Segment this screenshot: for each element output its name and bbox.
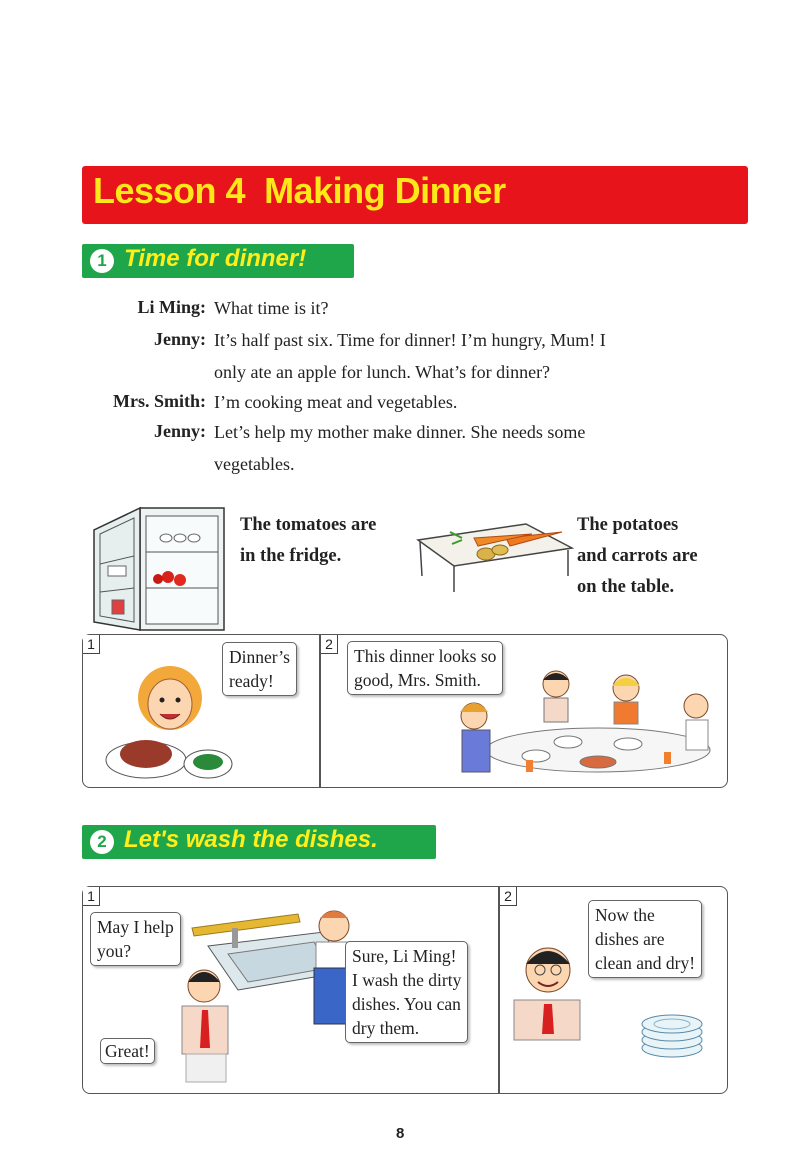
dialogue-line: I’m cooking meat and vegetables. xyxy=(214,392,458,412)
bubble-line: Now the xyxy=(595,905,655,925)
mother-serving-dinner-illustration xyxy=(104,656,234,784)
bubble-line: clean and dry! xyxy=(595,953,696,973)
bubble-line: I wash the dirty xyxy=(352,970,462,990)
section-2-title: Let's wash the dishes. xyxy=(124,826,378,853)
speaker-mrs-smith: Mrs. Smith: xyxy=(113,391,206,411)
caption-table-line: on the table. xyxy=(577,577,675,597)
dialogue-line: vegetables. xyxy=(214,454,295,474)
bubble-line: ready! xyxy=(229,671,274,691)
panel-number: 2 xyxy=(500,887,517,906)
speech-bubble xyxy=(588,900,702,978)
dialogue-line: Let’s help my mother make dinner. She needs some xyxy=(214,422,586,442)
page-number: 8 xyxy=(396,1125,405,1142)
bubble-line: Sure, Li Ming! xyxy=(352,946,457,966)
speech-bubble xyxy=(90,912,181,966)
panel-number: 2 xyxy=(321,635,338,654)
speaker-jenny: Jenny: xyxy=(153,329,206,349)
speech-bubble xyxy=(100,1038,155,1064)
speech-bubble xyxy=(347,641,503,695)
dialogue-line: It’s half past six. Time for dinner! I’m hungry, Mum! I xyxy=(214,330,606,350)
bubble-line: Great! xyxy=(105,1041,150,1061)
speaker-li-ming: Li Ming: xyxy=(137,297,206,317)
section-1-number: 1 xyxy=(90,249,114,273)
panel-divider xyxy=(498,887,500,1093)
section-2-number: 2 xyxy=(90,830,114,854)
caption-table-line: The potatoes xyxy=(577,515,679,535)
bubble-line: dry them. xyxy=(352,1018,420,1038)
speaker-jenny: Jenny: xyxy=(153,421,206,441)
bubble-line: dishes are xyxy=(595,929,665,949)
dialogue-line: What time is it? xyxy=(214,298,329,318)
speech-bubble xyxy=(345,941,468,1043)
speech-bubble xyxy=(222,642,297,696)
caption-fridge-line: The tomatoes are xyxy=(240,515,377,535)
caption-table-line: and carrots are xyxy=(577,546,698,566)
panel-number: 1 xyxy=(83,635,100,654)
bubble-line: dishes. You can xyxy=(352,994,461,1014)
dialogue-line: only ate an apple for lunch. What’s for dinner? xyxy=(214,362,551,382)
panel-divider xyxy=(319,635,321,787)
bubble-line: Dinner’s xyxy=(229,647,290,667)
bubble-line: good, Mrs. Smith. xyxy=(354,670,481,690)
bubble-line: This dinner looks so xyxy=(354,646,497,666)
fridge-illustration xyxy=(88,504,232,632)
bubble-line: May I help xyxy=(97,917,174,937)
table-illustration xyxy=(414,514,574,594)
caption-fridge-line: in the fridge. xyxy=(240,546,342,566)
panel-number: 1 xyxy=(83,887,100,906)
lesson-title: Lesson 4 Making Dinner xyxy=(93,170,506,211)
section-1-title: Time for dinner! xyxy=(124,245,307,272)
bubble-line: you? xyxy=(97,941,132,961)
